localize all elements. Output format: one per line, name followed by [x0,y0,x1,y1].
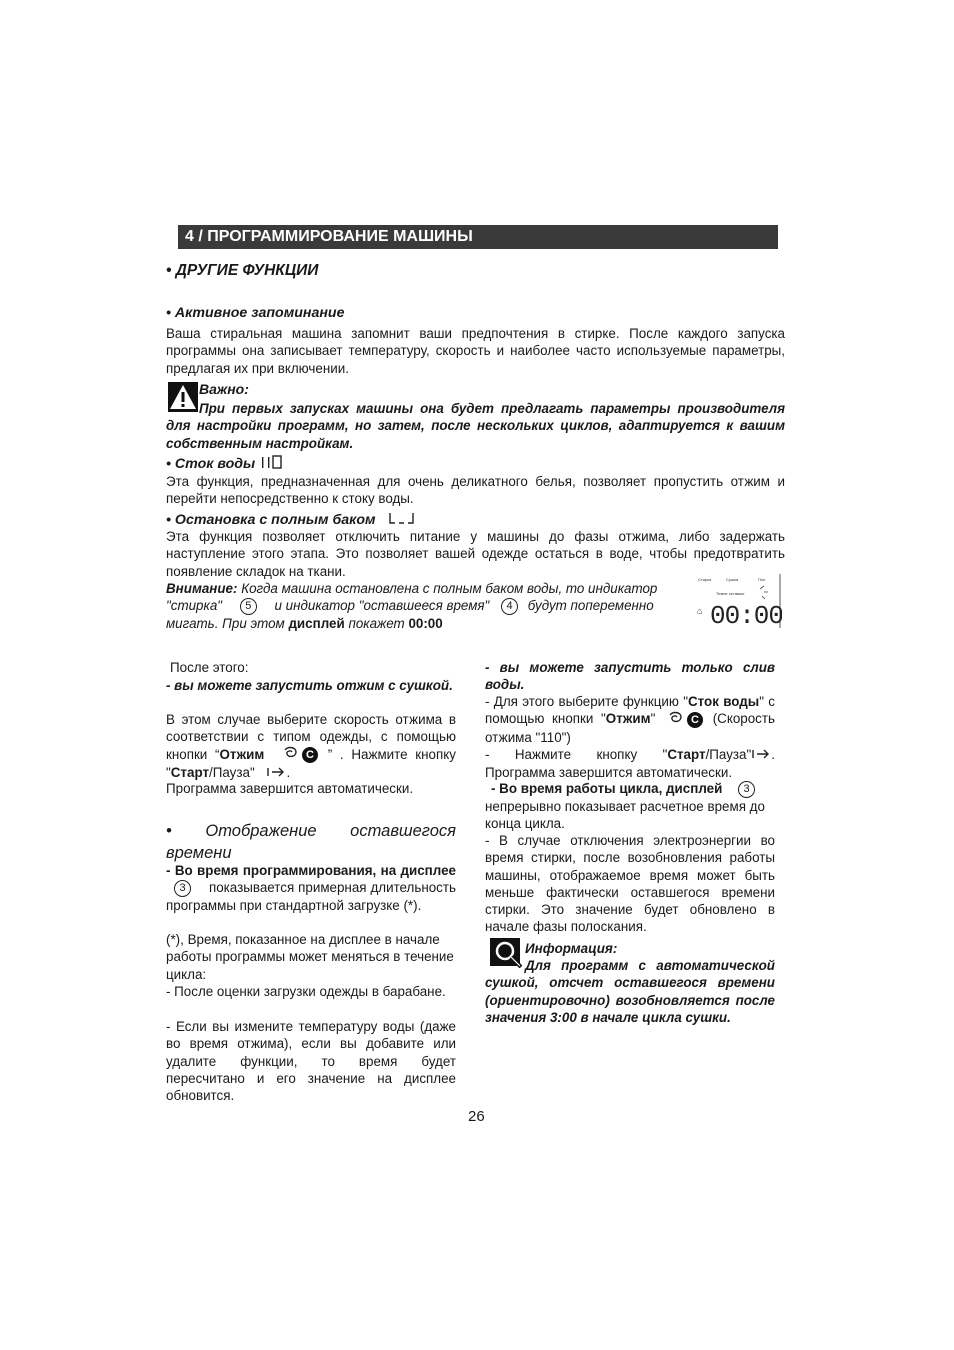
start-instruction [485,746,775,781]
drain-only-text [485,693,775,746]
drain-text-4: (Скорость отжима "110") [485,711,775,745]
cycle-text: непрерывно показывает расчетное время до конца цикла. [485,799,765,832]
spin-text-2: ” . Нажмите кнопку " [166,746,456,781]
spin-button-label: Отжим [219,746,265,762]
drain-text-3: " [650,711,656,727]
start-text-1: - Нажмите кнопку " [485,747,668,762]
other-functions-title: • ДРУГИЕ ФУНКЦИИ [166,262,319,279]
attention-text-8: 00:00 [408,616,443,631]
section-header-title: 4 / ПРОГРАММИРОВАНИЕ МАШИНЫ [185,228,473,245]
attention-text-6: дисплей [288,616,345,631]
spin-icon [667,711,685,729]
cycle-bold: - Во время работы цикла, дисплей [491,781,723,796]
full-tank-title: • Остановка с полным баком [166,511,376,528]
drain-spin-button-label: Отжим [605,711,651,727]
drain-icon [259,454,285,474]
indicator-3-icon: 3 [738,781,755,798]
attention-label: Внимание: [166,581,238,596]
attention-text-3: и индикатор "оставшееся время" [274,598,490,613]
start-text-2: /Пауза" [705,747,752,762]
spin-dry-text: В этом случае выберите скорость отжима в соответствии с типом одежды, с помощью кнопки “Отжим C ” . Нажмите кнопку "Старт/Пауза" . [166,711,456,782]
info-title: Информация: [525,941,618,956]
important-text: При первых запусках машины она будет предлагать параметры производителя для настройки программ, но затем, после нескольких циклов, адаптируется к вашим собственным настройкам. [166,401,785,451]
programming-desc: показывается примерная длительность программы при стандартной загрузке (*). [166,880,456,914]
drain-text: Эта функция, предназначенная для очень деликатного белья, позволяет пропустить отжим и перейти непосредственно к стоку воды. [166,474,785,507]
power-outage-text: - В случае отключения электроэнергии во время стирки, после возобновления работы машины, отображаемое время может быть меньше фактически оставшегося времени стирки. Это значение будет обновлено в начале фазы полоскания. [485,833,775,935]
c-button-icon: C [687,712,703,728]
full-tank-icon [387,510,417,530]
page-number: 26 [468,1108,485,1125]
attention-text-2: "стирка" [166,598,223,613]
programming-text [166,862,456,915]
attention-text-5: мигать. При этом [166,616,285,631]
indicator-4-icon: 4 [501,598,518,615]
start-text-3: . Программа завершится автоматически. [485,747,775,781]
attention-text-7: покажет [348,616,405,631]
indicator-3-icon: 3 [174,880,191,897]
spin-icon [282,746,300,764]
note-text: (*), Время, показанное на дисплее в начале работы программы может меняться в течение цикла: [166,932,454,982]
lcd-label-wash: Стирка [698,577,712,582]
active-memory-text: Ваша стиральная машина запомнит ваши предпочтения в стирке. После каждого запуска программы она записывает температуру, скорость и наиболее часто используемые параметры, предлагая их при включении. [166,326,785,376]
spin-dry-title: - вы можете запустить отжим с сушкой. [166,678,453,693]
important-title: Важно: [199,381,249,397]
note-item-2: - Если вы измените температуру воды (даже во время отжима), если вы добавите или удалите функции, то время будет пересчитано и его значение на дисплее обновится. [166,1019,456,1104]
programming-bold: - Во время программирования, на дисплее [166,863,456,878]
drain-title: • Сток воды [166,455,256,472]
start-pause-icon [751,747,771,764]
c-button-icon: C [302,747,318,763]
lcd-display-illustration [696,574,782,628]
drain-title-row [166,454,285,474]
after-this-label: После этого: [170,660,249,675]
active-memory-title: • Активное запоминание [166,305,345,321]
lcd-label-time: Темпе оставше [716,591,745,596]
note-item-1: - После оценки загрузки одежды в барабане. [166,984,446,999]
drain-only-title: - вы можете запустить только слив воды. [485,660,775,693]
drain-function-label: Сток воды [687,694,760,709]
spin-text-3: /Пауза" [209,765,255,781]
attention-line-2 [166,597,696,615]
full-tank-text: Эта функция позволяет отключить питание у машины до фазы отжима, либо задержать наступление этого этапа. Это позволяет вашей одежде остаться в воде, чтобы предотвратить появление складок на ткани. [166,529,785,579]
drain-text-1: - Для этого выберите функцию " [485,694,688,709]
info-text: Для программ с автоматической сушкой, отсчет оставшегося времени (ориентировочно) возобновляется после значения 3:00 в начале цикла сушки. [485,958,775,1025]
drain-text-2: " с помощью кнопки " [485,694,775,727]
lcd-label-dry: Сушка [726,577,739,582]
attention-line-1 [166,580,696,597]
start-button-label: Старт [667,747,706,762]
program-ends-text: Программа завершится автоматически. [166,781,414,796]
cycle-line [491,780,757,798]
lcd-digits: 00:00 [710,601,782,628]
attention-line-3 [166,615,443,632]
lcd-label-rinse: Пол [758,577,766,582]
indicator-5-icon: 5 [240,598,257,615]
attention-text-4: будут попеременно [527,598,654,613]
full-tank-title-row [166,510,417,530]
attention-text-1: Когда машина остановлена с полным баком воды, то индикатор [241,581,658,596]
remaining-time-title: • Отображение оставшегося времени [166,822,456,862]
spin-text-1: В этом случае выберите скорость отжима в соответствии с типом одежды, с помощью кнопки “ [166,712,456,762]
start-button-label: Старт [170,765,210,781]
section-header-bar [178,225,778,249]
svg-text:⌂: ⌂ [697,606,703,616]
